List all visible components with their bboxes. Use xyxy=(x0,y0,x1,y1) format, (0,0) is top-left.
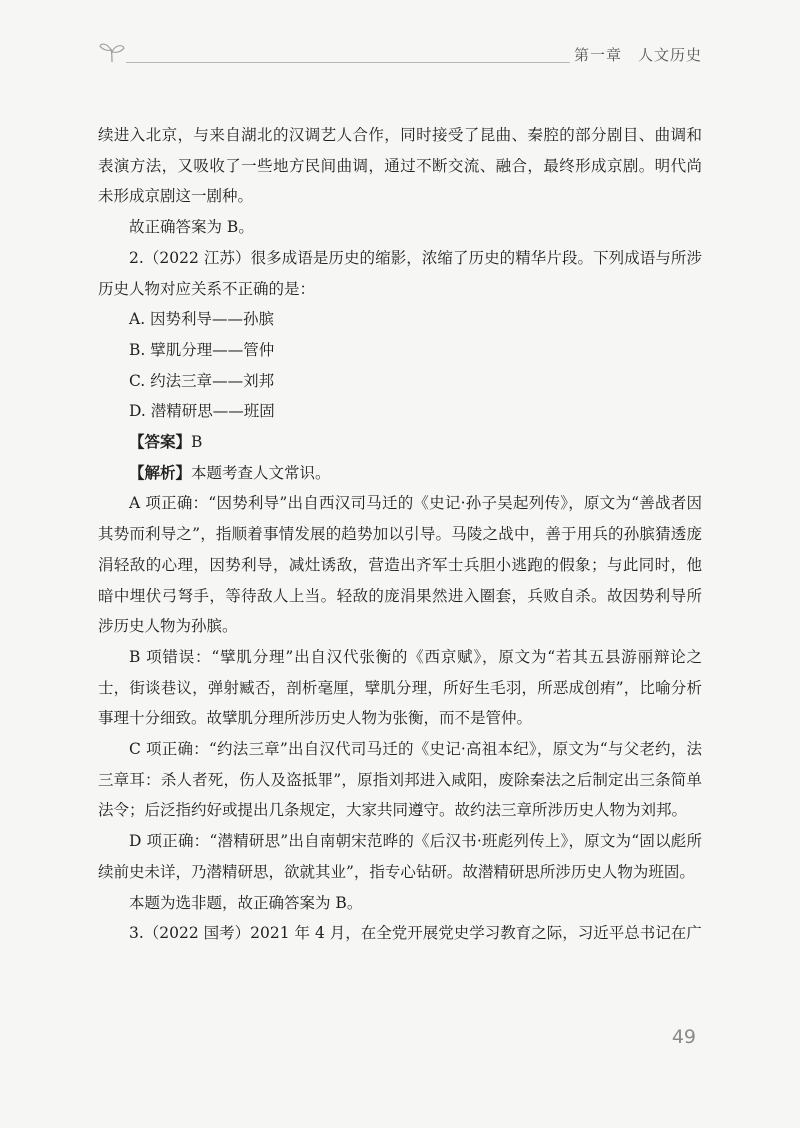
analysis-option-c: C 项正确：“约法三章”出自汉代司马迁的《史记·高祖本纪》，原文为“与父老约，法三章耳：杀人者死，伤人及盗抵罪”，原指刘邦进入咸阳，废除秦法之后制定出三条简单法令；后泛指约好或提出几条规定，大家共同遵守。故约法三章所涉历史人物为刘邦。 xyxy=(98,740,702,820)
answer-label: 【答案】 xyxy=(129,433,192,452)
option-d: D. 潜精研思——班固 xyxy=(129,402,275,421)
header-rule xyxy=(126,62,570,63)
previous-answer: 故正确答案为 B。 xyxy=(129,218,254,237)
question-3-stem: 3.（2022 国考）2021 年 4 月，在全党开展党史学习教育之际，习近平总书记在广 xyxy=(129,924,702,943)
page-number: 49 xyxy=(671,1026,696,1048)
option-b: B. 擘肌分理——管仲 xyxy=(129,340,275,359)
analysis-text: 本题考查人文常识。 xyxy=(191,463,331,482)
intro-paragraph: 续进入北京，与来自湖北的汉调艺人合作，同时接受了昆曲、秦腔的部分剧目、曲调和表演方法，又吸收了一些地方民间曲调，通过不断交流、融合，最终形成京剧。明代尚未形成京剧这一剧种。 xyxy=(98,126,702,206)
answer-line xyxy=(98,427,702,458)
sprout-icon xyxy=(98,40,126,64)
analysis-option-a: A 项正确：“因势利导”出自西汉司马迁的《史记·孙子吴起列传》，原文为“善战者因其势而利导之”，指顺着事情发展的趋势加以引导。马陵之战中，善于用兵的孙膑猜透庞涓轻敌的心理，因势利导，减灶诱敌，营造出齐军士兵胆小逃跑的假象；与此同时，他暗中埋伏弓弩手，等待敌人上当。轻敌的庞涓果然进入圈套，兵败自杀。故因势利导所涉历史人物为孙膑。 xyxy=(98,494,702,636)
answer-value: B xyxy=(191,433,203,452)
option-a: A. 因势利导——孙膑 xyxy=(129,310,275,329)
page-content xyxy=(98,120,702,949)
chapter-title: 第一章 人文历史 xyxy=(573,46,702,64)
analysis-label: 【解析】 xyxy=(129,463,192,482)
analysis-line xyxy=(98,458,702,489)
analysis-option-b: B 项错误：“擘肌分理”出自汉代张衡的《西京赋》，原文为“若其五县游丽辩论之士，街谈巷议，弹射臧否，剖析毫厘，擘肌分理，所好生毛羽，所恶成创痏”，比喻分析事理十分细致。故擘肌分理所涉历史人物为张衡，而不是管仲。 xyxy=(98,647,702,728)
page-header xyxy=(98,38,702,72)
option-c: C. 约法三章——刘邦 xyxy=(129,371,275,390)
analysis-option-d: D 项正确：“潜精研思”出自南朝宋范晔的《后汉书·班彪列传上》，原文为“固以彪所续前史未详，乃潜精研思，欲就其业”，指专心钻研。故潜精研思所涉历史人物为班固。 xyxy=(98,832,702,881)
conclusion-paragraph: 本题为选非题，故正确答案为 B。 xyxy=(129,893,363,912)
question-2-stem: 2.（2022 江苏）很多成语是历史的缩影，浓缩了历史的精华片段。下列成语与所涉历史人物对应关系不正确的是： xyxy=(98,248,702,298)
